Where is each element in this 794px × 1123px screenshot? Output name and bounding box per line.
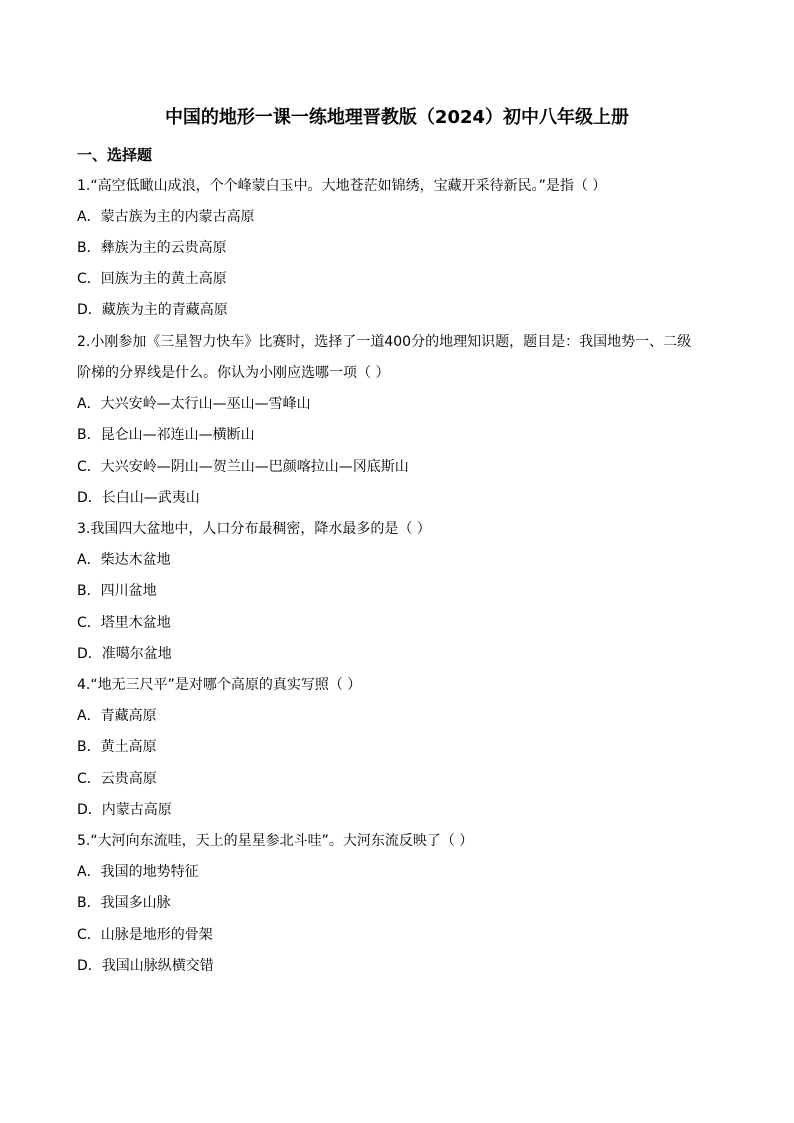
question-5-option-c: C．山脉是地形的骨架	[77, 927, 213, 943]
question-1-option-d: D．藏族为主的青藏高原	[77, 302, 228, 318]
question-1-option-b: B．彝族为主的云贵高原	[77, 240, 227, 256]
question-5-stem: 5.“大河向东流哇，天上的星星参北斗哇”。大河东流反映了（ ）	[77, 833, 474, 849]
question-5-option-a: A．我国的地势特征	[77, 864, 199, 880]
question-2-stem-line-2: 阶梯的分界线是什么。你认为小刚应选哪一项（ ）	[77, 365, 390, 381]
question-3-option-a: A．柴达木盆地	[77, 552, 171, 568]
question-3-option-d: D．准噶尔盆地	[77, 646, 172, 662]
question-5-option-b: B．我国多山脉	[77, 895, 171, 911]
question-2-option-d: D．长白山—武夷山	[77, 490, 200, 506]
question-1-option-a: A．蒙古族为主的内蒙古高原	[77, 209, 255, 225]
question-3-stem: 3.我国四大盆地中，人口分布最稠密，降水最多的是（ ）	[77, 521, 431, 537]
question-1-stem: 1.“高空低瞰山成浪，个个峰蒙白玉中。大地苍茫如锦绣，宝藏开采待新民。”是指（ ）	[77, 178, 607, 194]
question-2-option-a: A．大兴安岭—太行山—巫山—雪峰山	[77, 396, 311, 412]
question-3-option-c: C．塔里木盆地	[77, 615, 171, 631]
question-2-option-c: C．大兴安岭—阴山—贺兰山—巴颜喀拉山—冈底斯山	[77, 459, 409, 475]
question-2-stem-line-1: 2.小刚参加《三星智力快车》比赛时，选择了一道400分的地理知识题，题目是：我国地势一、二级	[77, 334, 692, 350]
question-4-option-d: D．内蒙古高原	[77, 802, 172, 818]
question-2-option-b: B．昆仑山—祁连山—横断山	[77, 427, 255, 443]
question-4-option-b: B．黄土高原	[77, 739, 157, 755]
question-4-option-a: A．青藏高原	[77, 708, 157, 724]
question-3-option-b: B．四川盆地	[77, 583, 157, 599]
question-4-stem: 4.“地无三尺平”是对哪个高原的真实写照（ ）	[77, 677, 362, 693]
question-1-option-c: C．回族为主的黄土高原	[77, 271, 227, 287]
question-4-option-c: C．云贵高原	[77, 771, 157, 787]
document-title: 中国的地形一课一练地理晋教版（2024）初中八年级上册	[164, 107, 630, 128]
section-heading: 一、选择题	[77, 146, 153, 164]
question-5-option-d: D．我国山脉纵横交错	[77, 958, 214, 974]
